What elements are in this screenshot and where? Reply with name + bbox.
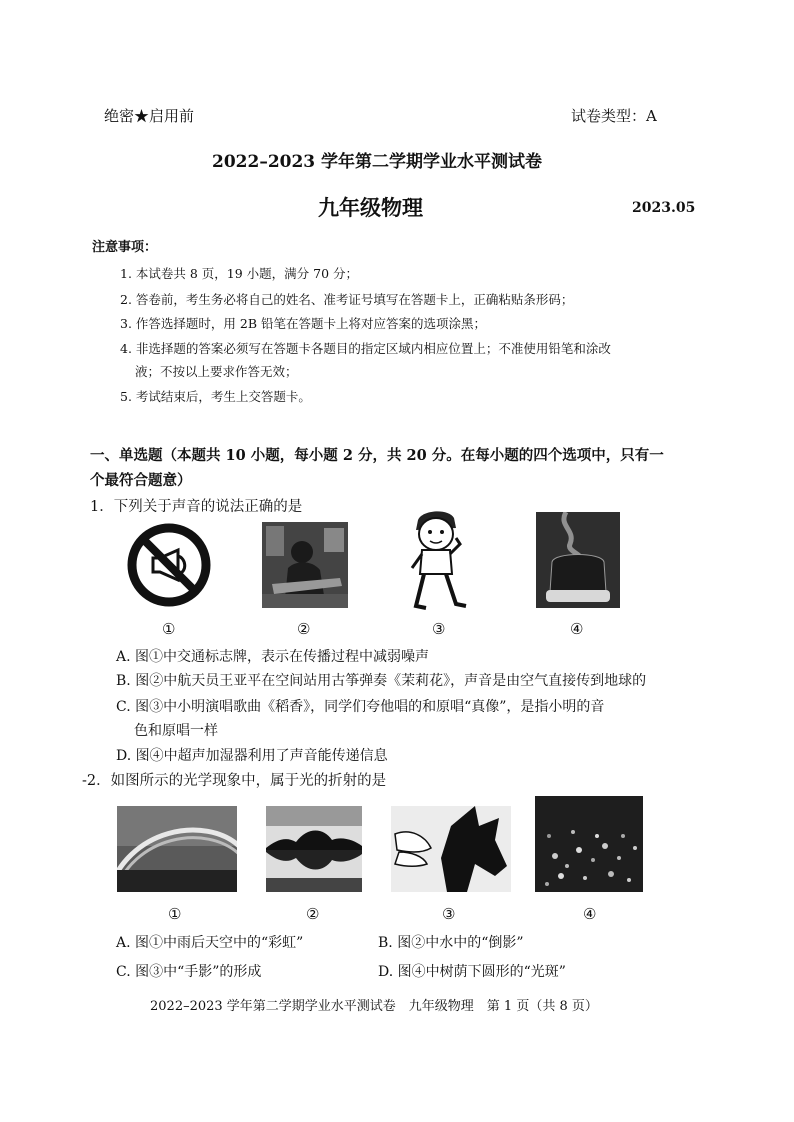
exam-date: 2023.05 [632,200,696,216]
option-c-cont: 色和原唱一样 [134,723,218,739]
figure-label: ① [168,905,182,923]
notes-heading: 注意事项： [92,240,158,255]
question-2-stem: -2．如图所示的光学现象中，属于光的折射的是 [82,773,387,789]
option-a: A. 图①中雨后天空中的“彩虹” [116,935,304,951]
exam-title: 2022–2023 学年第二学期学业水平测试卷 [212,152,543,172]
figure-label: ③ [442,905,456,923]
rainbow-image [117,806,237,892]
figure-label: ③ [432,620,446,638]
figure-label: ① [162,620,176,638]
paper-type-label: 试卷类型：A [571,107,657,125]
subject-title: 九年级物理 [318,195,423,220]
figure-label: ④ [583,905,597,923]
section-heading-cont: 个最符合题意） [90,472,192,489]
figure-label: ② [306,905,320,923]
note-item: 液；不按以上要求作答无效； [135,364,298,379]
ultrasonic-humidifier-image [536,512,620,608]
option-b: B. 图②中航天员王亚平在空间站用古筝弹奏《茉莉花》，声音是由空气直接传到地球的 [116,673,647,689]
page-footer: 2022–2023 学年第二学期学业水平测试卷 九年级物理 第 1 页（共 8 页） [150,999,598,1014]
hand-shadow-image [391,806,511,892]
boy-singing-image [400,508,472,614]
option-b: B. 图②中水中的“倒影” [378,935,524,951]
figure-label: ② [297,620,311,638]
note-item: 5. 考试结束后，考生上交答题卡。 [120,389,311,404]
option-d: D. 图④中超声加湿器利用了声音能传递信息 [116,748,388,764]
option-a: A. 图①中交通标志牌，表示在传播过程中减弱噪声 [116,649,430,665]
section-heading: 一、单选题（本题共 10 小题，每小题 2 分，共 20 分。在每小题的四个选项中，只有一 [90,447,664,464]
option-c: C. 图③中“手影”的形成 [116,964,262,980]
note-item: 1. 本试卷共 8 页，19 小题，满分 70 分； [120,266,359,281]
astronaut-guzheng-image [262,522,348,608]
confidential-label: 绝密★启用前 [104,107,195,125]
option-d: D. 图④中树荫下圆形的“光斑” [378,964,566,980]
no-horn-sign-image [126,522,212,608]
note-item: 2. 答卷前，考生务必将自己的姓名、准考证号填写在答题卡上，正确粘贴条形码； [120,292,574,307]
light-spots-image [535,796,643,892]
reflection-image [266,806,362,892]
note-item: 4. 非选择题的答案必须写在答题卡各题目的指定区域内相应位置上；不准使用铅笔和涂改 [120,341,611,356]
option-c: C. 图③中小明演唱歌曲《稻香》，同学们夸他唱的和原唱“真像”，是指小明的音 [116,699,605,715]
question-1-stem: 1．下列关于声音的说法正确的是 [90,499,303,515]
note-item: 3. 作答选择题时，用 2B 铅笔在答题卡上将对应答案的选项涂黑； [120,316,486,331]
figure-label: ④ [570,620,584,638]
